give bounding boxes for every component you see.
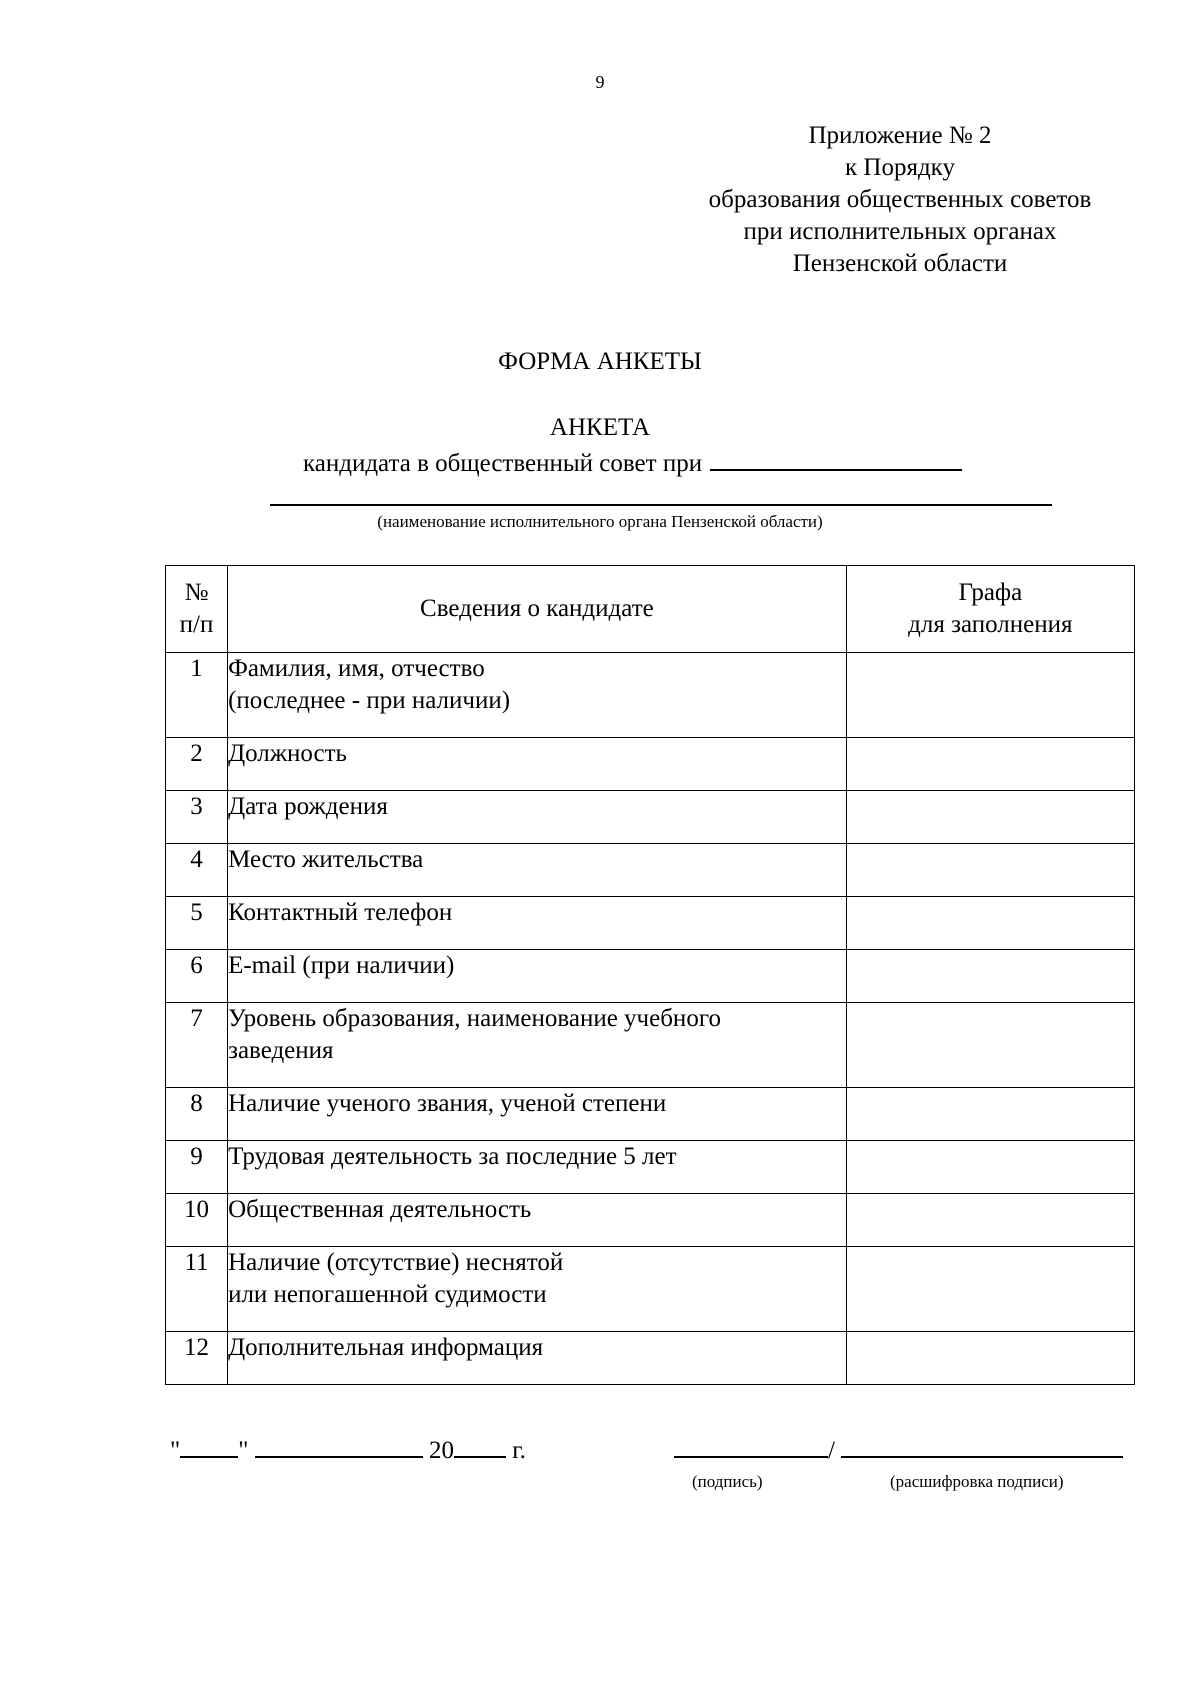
header-num-line: п/п [179,611,214,638]
appendix-line: Приложение № 2 [808,122,992,149]
fill-cell[interactable] [846,1141,1134,1194]
row-label [228,1247,847,1332]
year-prefix: 20 [428,1437,454,1464]
fill-cell[interactable] [846,738,1134,791]
fill-cell[interactable] [846,653,1134,738]
quote-close: " [238,1437,249,1464]
header-fill-line: Графа [958,579,1023,606]
row-label [228,844,847,897]
row-number: 8 [166,1088,228,1141]
fill-cell[interactable] [846,1088,1134,1141]
row-label-line: Наличие ученого звания, ученой степени [228,1090,667,1117]
row-label [228,897,847,950]
row-number: 7 [166,1003,228,1088]
row-number: 5 [166,897,228,950]
fill-cell[interactable] [846,1194,1134,1247]
row-number: 12 [166,1332,228,1385]
fill-cell[interactable] [846,897,1134,950]
row-number: 9 [166,1141,228,1194]
table-row [166,950,1135,1003]
year-blank[interactable] [454,1434,506,1458]
fill-cell[interactable] [846,1003,1134,1088]
row-label-line: Уровень образования, наименование учебного [228,1005,721,1032]
quote-open: " [170,1437,181,1464]
candidate-line [303,447,962,478]
appendix-line: к Порядку [845,154,955,181]
row-label [228,738,847,791]
header-info: Сведения о кандидате [228,566,847,653]
row-label-line: Фамилия, имя, отчество [228,655,485,682]
signature-caption: (подпись) [692,1472,763,1491]
fill-cell[interactable] [846,791,1134,844]
row-label-line: или непогашенной судимости [228,1281,547,1308]
table-row [166,1141,1135,1194]
anketa-title: АНКЕТА [549,414,651,441]
row-label-line: Общественная деятельность [228,1196,532,1223]
row-label [228,1003,847,1088]
appendix-line: Пензенской области [792,250,1008,277]
year-suffix: г. [512,1437,526,1464]
signature-decoding-caption: (расшифровка подписи) [890,1472,1064,1491]
day-blank[interactable] [180,1434,238,1458]
page-number: 9 [595,72,605,92]
table-row [166,844,1135,897]
table-row [166,738,1135,791]
header-num-line: № [184,579,209,606]
candidate-text: кандидата в общественный совет при [303,450,703,477]
signature-decoding-blank[interactable] [841,1434,1123,1458]
fill-cell[interactable] [846,950,1134,1003]
appendix-line: образования общественных советов [708,186,1092,213]
questionnaire-table [165,565,1135,1385]
row-label [228,653,847,738]
row-number: 10 [166,1194,228,1247]
fill-cell[interactable] [846,1332,1134,1385]
row-number: 2 [166,738,228,791]
row-label-line: E-mail (при наличии) [228,952,455,979]
row-number: 11 [166,1247,228,1332]
header-num [166,566,228,653]
row-label-line: Место жительства [228,846,424,873]
row-label-line: (последнее - при наличии) [228,687,511,714]
row-label-line: Дата рождения [228,793,388,820]
table-row [166,653,1135,738]
row-label-line: Должность [228,740,347,767]
form-title: ФОРМА АНКЕТЫ [498,348,702,375]
row-number: 6 [166,950,228,1003]
table-row [166,897,1135,950]
fill-cell[interactable] [846,1247,1134,1332]
header-fill-line: для заполнения [908,611,1073,638]
row-label-line: Трудовая деятельность за последние 5 лет [228,1143,677,1170]
table-row [166,1332,1135,1385]
org-name-caption: (наименование исполнительного органа Пензенской области) [377,512,823,531]
org-name-blank[interactable] [270,504,1052,506]
row-label-line: Дополнительная информация [228,1334,544,1361]
table-row [166,791,1135,844]
row-label [228,1194,847,1247]
row-number: 3 [166,791,228,844]
signature-line [674,1434,1123,1465]
row-label [228,950,847,1003]
table-row [166,1247,1135,1332]
table-row [166,1003,1135,1088]
table-header-row [166,566,1135,653]
row-label-line: Наличие (отсутствие) неснятой [228,1249,564,1276]
row-label [228,1141,847,1194]
table-row [166,1088,1135,1141]
table-row [166,1194,1135,1247]
fill-cell[interactable] [846,844,1134,897]
month-blank[interactable] [255,1434,423,1458]
row-number: 1 [166,653,228,738]
appendix-block [640,120,1160,280]
appendix-line: при исполнительных органах [743,218,1057,245]
row-number: 4 [166,844,228,897]
header-fill [846,566,1134,653]
row-label [228,1332,847,1385]
signature-slash: / [828,1437,835,1464]
signature-blank[interactable] [674,1434,828,1458]
row-label [228,1088,847,1141]
row-label [228,791,847,844]
row-label-line: заведения [228,1037,334,1064]
council-body-blank[interactable] [710,447,962,471]
row-label-line: Контактный телефон [228,899,453,926]
date-line [170,1434,526,1465]
